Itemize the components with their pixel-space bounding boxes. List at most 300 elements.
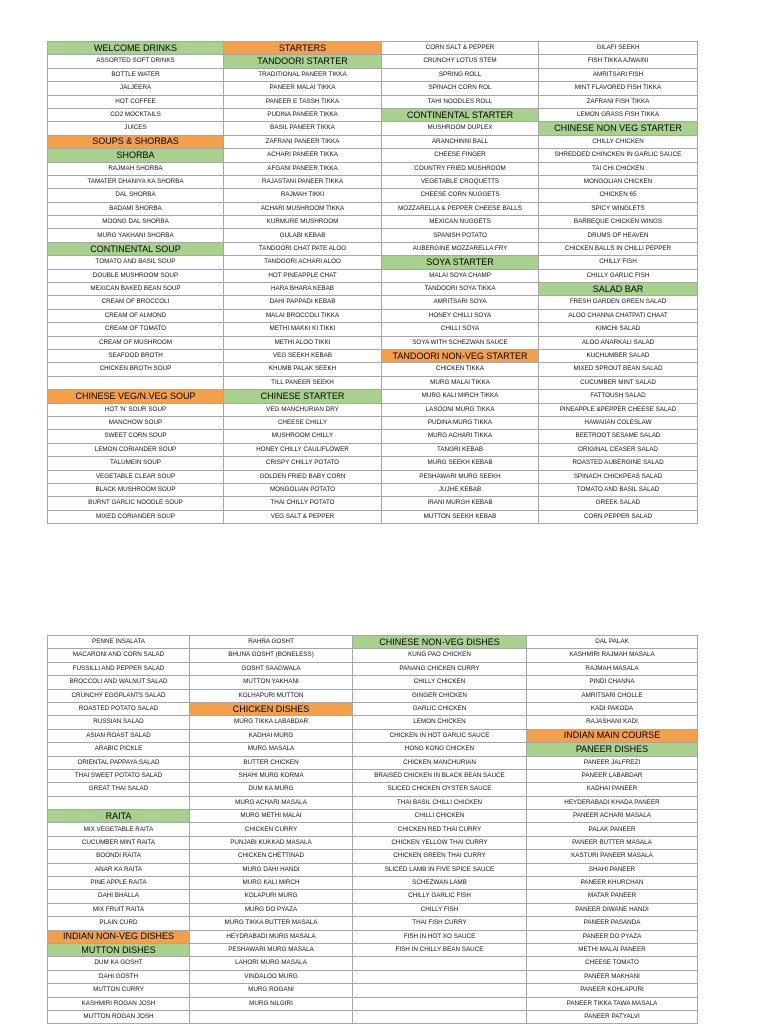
menu-item: CHICKEN IN HOT GARLIC SAUCE xyxy=(353,729,527,742)
menu-item: KUNG PAO CHICKEN xyxy=(353,649,527,662)
menu-item: AMRITSARI CHOLLE xyxy=(527,689,698,702)
menu-item: MUTTON ROGAN JOSH xyxy=(48,1010,190,1023)
menu-item: LEMON GRASS FISH TIKKA xyxy=(539,108,698,121)
menu-item: PANEER PASANDA xyxy=(527,917,698,930)
menu-item: CHEESE TOMATO xyxy=(527,957,698,970)
menu-item: THAI BASIL CHILLI CHICKEN xyxy=(353,796,527,809)
menu-item: KASHMIRI ROGAN JOSH xyxy=(48,997,190,1010)
menu-item: MIXED CORIANDER SOUP xyxy=(48,510,224,523)
menu-item: LAHORI MURG MASALA xyxy=(190,957,353,970)
menu-table-page-2 xyxy=(47,635,698,1024)
menu-item: MURG ROGANI xyxy=(190,984,353,997)
menu-row xyxy=(48,122,698,135)
menu-item: SHAHI MURG KORMA xyxy=(190,769,353,782)
menu-row xyxy=(48,175,698,188)
menu-item: HEYDERABADI KHADA PANEER xyxy=(527,796,698,809)
menu-item xyxy=(353,1010,527,1023)
menu-item: MURG NILGIRI xyxy=(190,997,353,1010)
menu-row xyxy=(48,863,698,876)
menu-item: MURG KALI MIRCH xyxy=(190,877,353,890)
section-header: RAITA xyxy=(48,810,190,823)
menu-item: DAHI GOSTH xyxy=(48,970,190,983)
menu-item: HOT 'N' SOUR SOUP xyxy=(48,403,224,416)
menu-item: HOT COFFEE xyxy=(48,95,224,108)
menu-row xyxy=(48,256,698,269)
menu-item: SPICY WINGLETS xyxy=(539,202,698,215)
menu-item: MUTTON CURRY xyxy=(48,984,190,997)
menu-item: TANDOORI SOYA TIKKA xyxy=(382,283,539,296)
menu-item: CHILLI SOYA xyxy=(382,323,539,336)
section-header: PANEER DISHES xyxy=(527,743,698,756)
menu-row xyxy=(48,457,698,470)
menu-item: TAI CHI CHICKEN xyxy=(539,162,698,175)
menu-item: SCHEZWAN LAMB xyxy=(353,877,527,890)
menu-item: GREEK SALAD xyxy=(539,497,698,510)
menu-row xyxy=(48,189,698,202)
menu-row xyxy=(48,796,698,809)
section-header: CHICKEN DISHES xyxy=(190,702,353,715)
menu-item: GOSHT SAAGWALA xyxy=(190,662,353,675)
menu-item: CHILLY FISH xyxy=(539,256,698,269)
menu-item: RAHRA GOSHT xyxy=(190,636,353,649)
menu-item: ROASTED POTATO SALAD xyxy=(48,702,190,715)
menu-item: ROASTED AUBERGINE SALAD xyxy=(539,457,698,470)
menu-row xyxy=(48,336,698,349)
menu-item: MURG MASALA xyxy=(190,743,353,756)
menu-item: TILL PANEER SEEKH xyxy=(224,376,382,389)
menu-item: CRUNCHY LOTUS STEM xyxy=(382,55,539,68)
menu-row xyxy=(48,1010,698,1023)
menu-item: THAI CHILLY POTATO xyxy=(224,497,382,510)
menu-item: KADI PAKODA xyxy=(527,702,698,715)
menu-item: ALOO CHANNA CHATPATI CHAAT xyxy=(539,309,698,322)
menu-row xyxy=(48,483,698,496)
menu-item: TANGRI KEBAB xyxy=(382,443,539,456)
section-header: TANDOORI NON-VEG STARTER xyxy=(382,349,539,362)
menu-item: PENNE INSALATA xyxy=(48,636,190,649)
menu-item: KASHMIRI RAJMAH MASALA xyxy=(527,649,698,662)
menu-item: DAHI BHALLA xyxy=(48,890,190,903)
menu-item: RAJASTANI PANEER TIKKA xyxy=(224,175,382,188)
menu-item: MIXED SPROUT BEAN SALAD xyxy=(539,363,698,376)
menu-item: CHICKEN BROTH SOUP xyxy=(48,363,224,376)
menu-row xyxy=(48,957,698,970)
menu-item: MIX FRUIT RAITA xyxy=(48,903,190,916)
menu-item: THAI FISH CURRY xyxy=(353,917,527,930)
menu-item: BHUNA GOSHT (BONELESS) xyxy=(190,649,353,662)
menu-row xyxy=(48,216,698,229)
menu-item xyxy=(353,957,527,970)
menu-item: MOZZARELLA & PEPPER CHEESE BALLS xyxy=(382,202,539,215)
menu-item: MONGOLIAN POTATO xyxy=(224,483,382,496)
menu-row xyxy=(48,943,698,956)
section-header: INDIAN MAIN COURSE xyxy=(527,729,698,742)
menu-row xyxy=(48,283,698,296)
menu-row xyxy=(48,930,698,943)
menu-item xyxy=(353,970,527,983)
menu-item: GOLDEN FRIED BABY CORN xyxy=(224,470,382,483)
menu-item: BASIL PANEER TIKKA xyxy=(224,122,382,135)
menu-row xyxy=(48,769,698,782)
menu-item: CREAM OF TOMATO xyxy=(48,323,224,336)
menu-item: BLACK MUSHROOM SOUP xyxy=(48,483,224,496)
section-header: WELCOME DRINKS xyxy=(48,42,224,55)
menu-item: BROCCOLI AND WALNUT SALAD xyxy=(48,676,190,689)
menu-item: CREAM OF MUSHROOM xyxy=(48,336,224,349)
menu-item: SLICED LAMB IN FIVE SPICE SAUCE xyxy=(353,863,527,876)
menu-row xyxy=(48,689,698,702)
menu-item: PINDI CHANNA xyxy=(527,676,698,689)
menu-item: MALAI SOYA CHAMP xyxy=(382,269,539,282)
menu-item: CREAM OF ALMOND xyxy=(48,309,224,322)
menu-row xyxy=(48,810,698,823)
menu-item: DAL SHORBA xyxy=(48,189,224,202)
menu-row xyxy=(48,636,698,649)
menu-item: KUCHUMBER SALAD xyxy=(539,349,698,362)
menu-item: VEG SALT & PEPPER xyxy=(224,510,382,523)
menu-item: PALAK PANEER xyxy=(527,823,698,836)
menu-item: KADHAI PANEER xyxy=(527,783,698,796)
menu-item: ORIENTAL PAPPAYA SALAD xyxy=(48,756,190,769)
menu-item: PANEER KOHLAPURI xyxy=(527,984,698,997)
menu-item: DRUMS OF HEAVEN xyxy=(539,229,698,242)
menu-item: CHILLI CHICKEN xyxy=(353,810,527,823)
menu-item: METHI ALOO TIKKI xyxy=(224,336,382,349)
menu-item: ASIAN ROAST SALAD xyxy=(48,729,190,742)
menu-row xyxy=(48,68,698,81)
menu-item: ORIGINAL CEASER SALAD xyxy=(539,443,698,456)
menu-item: FISH IN CHILLY BEAN SAUCE xyxy=(353,943,527,956)
menu-item: IRANI MURGH KEBAB xyxy=(382,497,539,510)
menu-item: LASOONI MURG TIKKA xyxy=(382,403,539,416)
menu-item: MUTTON YAKHANI xyxy=(190,676,353,689)
menu-row xyxy=(48,756,698,769)
menu-row xyxy=(48,662,698,675)
menu-item: CHILLY CHICKEN xyxy=(539,135,698,148)
menu-item: PINE APPLE RAITA xyxy=(48,877,190,890)
menu-item: SLICED CHICKEN OYSTER SAUCE xyxy=(353,783,527,796)
menu-item: CHILLY GARLIC FISH xyxy=(539,269,698,282)
menu-item: SPINACH CORN ROL xyxy=(382,82,539,95)
menu-item: VEG SEEKH KEBAB xyxy=(224,349,382,362)
menu-row xyxy=(48,984,698,997)
menu-row xyxy=(48,743,698,756)
menu-row xyxy=(48,403,698,416)
menu-row xyxy=(48,390,698,403)
menu-item xyxy=(353,997,527,1010)
section-header: SOYA STARTER xyxy=(382,256,539,269)
menu-item: ZAFRANI FISH TIKKA xyxy=(539,95,698,108)
menu-row xyxy=(48,42,698,55)
menu-item: FATTOUSH SALAD xyxy=(539,390,698,403)
menu-item: VEG MANCHURIAN DRY xyxy=(224,403,382,416)
menu-item: MEXICAN NUGGETS xyxy=(382,216,539,229)
section-header: SOUPS & SHORBAS xyxy=(48,135,224,148)
menu-item: PANEER KHURCHAN xyxy=(527,877,698,890)
menu-item: TALUMEIN SOUP xyxy=(48,457,224,470)
menu-item: MEXICAN BAKED BEAN SOUP xyxy=(48,283,224,296)
menu-row xyxy=(48,729,698,742)
menu-row xyxy=(48,349,698,362)
menu-item: MINT FLAVORED FISH TIKKA xyxy=(539,82,698,95)
menu-item: PLAIN CURD xyxy=(48,917,190,930)
menu-item: DUM KA GOSHT xyxy=(48,957,190,970)
menu-item: KOLAPURI MURG xyxy=(190,890,353,903)
menu-item: SOYA WITH SCHEZWAN SAUCE xyxy=(382,336,539,349)
menu-item: KIMCHI SALAD xyxy=(539,323,698,336)
menu-item: PANEER E TASSH TIKKA xyxy=(224,95,382,108)
menu-item: MACARONI AND CORN SALAD xyxy=(48,649,190,662)
menu-item: MURG TIKKA BUTTER MASALA xyxy=(190,917,353,930)
menu-row xyxy=(48,430,698,443)
menu-item: MURG TIKKA LABABDAR xyxy=(190,716,353,729)
menu-item: PESHAWARI MURG SEEKH xyxy=(382,470,539,483)
menu-item: SHREDDED CHINCKEN IN GARLIC SAUCE xyxy=(539,149,698,162)
menu-item: MUTTON SEEKH KEBAB xyxy=(382,510,539,523)
menu-row xyxy=(48,783,698,796)
menu-row xyxy=(48,676,698,689)
menu-item: CHICKEN 65 xyxy=(539,189,698,202)
menu-item xyxy=(353,984,527,997)
menu-row xyxy=(48,363,698,376)
menu-item: PANEER MAKHANI xyxy=(527,970,698,983)
menu-row xyxy=(48,55,698,68)
menu-item: PANANG CHICKEN CURRY xyxy=(353,662,527,675)
menu-item: METHI MAKKI KI TIKKI xyxy=(224,323,382,336)
menu-item: GARLIC CHICKEN xyxy=(353,702,527,715)
section-header: CHINESE VEG/N.VEG SOUP xyxy=(48,390,224,403)
menu-item: GINGER CHICKEN xyxy=(353,689,527,702)
menu-row xyxy=(48,497,698,510)
menu-item: LEMON CORIANDER SOUP xyxy=(48,443,224,456)
menu-item xyxy=(48,376,224,389)
menu-item: ARABIC PICKLE xyxy=(48,743,190,756)
menu-row xyxy=(48,836,698,849)
menu-item: PANEER JALFREZI xyxy=(527,756,698,769)
section-header: CHINESE STARTER xyxy=(224,390,382,403)
menu-item: COUNTRY FRIED MUSHROOM xyxy=(382,162,539,175)
menu-item: BOONDI RAITA xyxy=(48,850,190,863)
menu-item: MURG YAKHANI SHORBA xyxy=(48,229,224,242)
section-header: STARTERS xyxy=(224,42,382,55)
menu-item: MUSHROOM CHILLY xyxy=(224,430,382,443)
menu-item: CHILLY CHICKEN xyxy=(353,676,527,689)
menu-item: JUICES xyxy=(48,122,224,135)
menu-row xyxy=(48,135,698,148)
menu-item: MOONG DAL SHORBA xyxy=(48,216,224,229)
menu-item: MURG MALAI TIKKA xyxy=(382,376,539,389)
section-header: MUTTON DISHES xyxy=(48,943,190,956)
menu-row xyxy=(48,242,698,255)
menu-item: CREAM OF BROCCOLI xyxy=(48,296,224,309)
menu-item: MIX VEGETABLE RAITA xyxy=(48,823,190,836)
menu-item: ASSORTED SOFT DRINKS xyxy=(48,55,224,68)
menu-item: MONGOLIAN CHICKEN xyxy=(539,175,698,188)
menu-item: DUM KA MURG xyxy=(190,783,353,796)
menu-row xyxy=(48,296,698,309)
menu-item: CUCUMBER MINT SALAD xyxy=(539,376,698,389)
menu-item: CHICKEN YELLOW THAI CURRY xyxy=(353,836,527,849)
menu-item: RAJMAH TIKKI xyxy=(224,189,382,202)
menu-table-page-1 xyxy=(47,41,698,524)
menu-item: HARA BHARA KEBAB xyxy=(224,283,382,296)
menu-item: VEGETABLE CROQUETTS xyxy=(382,175,539,188)
menu-item: MURG ACHARI MASALA xyxy=(190,796,353,809)
menu-row xyxy=(48,108,698,121)
menu-row xyxy=(48,877,698,890)
menu-row xyxy=(48,470,698,483)
menu-item: KURMURE MUSHROOM xyxy=(224,216,382,229)
menu-row xyxy=(48,702,698,715)
menu-item: SPINACH CHICKPEAS SALAD xyxy=(539,470,698,483)
menu-item: GREAT THAI SALAD xyxy=(48,783,190,796)
menu-item: CHEESE FINGER xyxy=(382,149,539,162)
menu-item: TANDOORI CHAT PATE ALOO xyxy=(224,242,382,255)
menu-row xyxy=(48,890,698,903)
menu-item: BADAMI SHORBA xyxy=(48,202,224,215)
menu-item: VINDALOO MURG xyxy=(190,970,353,983)
menu-item: MURG METHI MALAI xyxy=(190,810,353,823)
menu-item: HONG KONG CHICKEN xyxy=(353,743,527,756)
menu-item: CUCUMBER MINT RAITA xyxy=(48,836,190,849)
menu-row xyxy=(48,323,698,336)
menu-row xyxy=(48,82,698,95)
menu-item: CRISPY CHILLY POTATO xyxy=(224,457,382,470)
menu-item: VEGETABLE CLEAR SOUP xyxy=(48,470,224,483)
menu-item: CHICKEN MANCHURIAN xyxy=(353,756,527,769)
menu-item: PANEER BUTTER MASALA xyxy=(527,836,698,849)
menu-item: PANEER TIKKA TAWA MASALA xyxy=(527,997,698,1010)
menu-item: CO2 MOCKTAILS xyxy=(48,108,224,121)
menu-item: HOT PINEAPPLE CHAT xyxy=(224,269,382,282)
menu-item: ACHARI PANEER TIKKA xyxy=(224,149,382,162)
menu-row xyxy=(48,162,698,175)
menu-item: CHILLY GARLIC FISH xyxy=(353,890,527,903)
menu-item: CHICKEN BALLS IN CHILLI PEPPER xyxy=(539,242,698,255)
menu-item: PINEAPPLE &PEPPER CHEESE SALAD xyxy=(539,403,698,416)
menu-item: AUBERGINE MOZZARELLA FRY xyxy=(382,242,539,255)
menu-item: HAWAIIAN COLESLAW xyxy=(539,416,698,429)
menu-item: MUSHROOM DUPLEX xyxy=(382,122,539,135)
menu-item: CHICKEN CURRY xyxy=(190,823,353,836)
menu-item: SPRING ROLL xyxy=(382,68,539,81)
menu-item: JALJEERA xyxy=(48,82,224,95)
menu-item: CHICKEN TIKKA xyxy=(382,363,539,376)
menu-row xyxy=(48,149,698,162)
menu-row xyxy=(48,716,698,729)
section-header: SALAD BAR xyxy=(539,283,698,296)
menu-item: TOMATO AND BASIL SALAD xyxy=(539,483,698,496)
menu-item xyxy=(190,1010,353,1023)
menu-item: BUTTER CHICKEN xyxy=(190,756,353,769)
menu-item: PUDINA MURG TIKKA xyxy=(382,416,539,429)
menu-item: HONEY CHILLI SOYA xyxy=(382,309,539,322)
menu-item: BURNT GARLIC NOODLE SOUP xyxy=(48,497,224,510)
menu-item: GILAFI SEEKH xyxy=(539,42,698,55)
menu-item: PANEER DO PYAZA xyxy=(527,930,698,943)
menu-item: AFGANI PANEER TIKKA xyxy=(224,162,382,175)
menu-item: CORN PEPPER SALAD xyxy=(539,510,698,523)
menu-row xyxy=(48,970,698,983)
menu-item: KHUMB PALAK SEEKH xyxy=(224,363,382,376)
menu-item: LEMON CHICKEN xyxy=(353,716,527,729)
menu-row xyxy=(48,917,698,930)
menu-item xyxy=(48,796,190,809)
menu-item: MURG DO PYAZA xyxy=(190,903,353,916)
section-header: SHORBA xyxy=(48,149,224,162)
menu-item: KADHAI MURG xyxy=(190,729,353,742)
menu-item: RUSSIAN SALAD xyxy=(48,716,190,729)
menu-item: DAL PALAK xyxy=(527,636,698,649)
menu-item: FISH TIKKA AJWAINI xyxy=(539,55,698,68)
menu-row xyxy=(48,269,698,282)
menu-item: FISH IN HOT XO SAUCE xyxy=(353,930,527,943)
menu-item: MURG SEEKH KEBAB xyxy=(382,457,539,470)
menu-item: MURG ACHARI TIKKA xyxy=(382,430,539,443)
menu-item: RAJASHANI KADI xyxy=(527,716,698,729)
menu-item: SEAFOOD BROTH xyxy=(48,349,224,362)
menu-item: PANEER DIWANE HANDI xyxy=(527,903,698,916)
menu-item: PANEER ACHARI MASALA xyxy=(527,810,698,823)
menu-item: PANEER LABABDAR xyxy=(527,769,698,782)
menu-item: CHICKEN RED THAI CURRY xyxy=(353,823,527,836)
menu-item: RAJMAH SHORBA xyxy=(48,162,224,175)
menu-item: CHICKEN GREEN THAI CURRY xyxy=(353,850,527,863)
menu-row xyxy=(48,903,698,916)
menu-item: TRADITIONAL PANEER TIKKA xyxy=(224,68,382,81)
menu-item: TAMATER DHANIYA KA SHORBA xyxy=(48,175,224,188)
menu-item: RAJMAH MASALA xyxy=(527,662,698,675)
menu-item: KOLHAPURI MUTTON xyxy=(190,689,353,702)
menu-item: CHEESE CHILLY xyxy=(224,416,382,429)
menu-item: BARBEQUE CHICKEN WINGS xyxy=(539,216,698,229)
menu-item: CHILLY FISH xyxy=(353,903,527,916)
menu-row xyxy=(48,443,698,456)
menu-row xyxy=(48,95,698,108)
section-header: TANDOORI STARTER xyxy=(224,55,382,68)
menu-row xyxy=(48,997,698,1010)
menu-item: FUSSILLI AND PEPPER SALAD xyxy=(48,662,190,675)
menu-row xyxy=(48,202,698,215)
menu-item: SHAHI PANEER xyxy=(527,863,698,876)
menu-item: ALOO ANARKALI SALAD xyxy=(539,336,698,349)
menu-row xyxy=(48,850,698,863)
menu-row xyxy=(48,510,698,523)
menu-item: PESHAWARI MURG MASALA xyxy=(190,943,353,956)
menu-item: MURG DAHI HANDI xyxy=(190,863,353,876)
menu-row xyxy=(48,309,698,322)
menu-item: CRUNCHY EGGPLANTS SALAD xyxy=(48,689,190,702)
menu-item: DOUBLE MUSHROOM SOUP xyxy=(48,269,224,282)
menu-row xyxy=(48,823,698,836)
menu-item: PANEER PATYALVI xyxy=(527,1010,698,1023)
menu-item: MALAI BROCCOLI TIKKA xyxy=(224,309,382,322)
menu-item: BOTTLE WATER xyxy=(48,68,224,81)
menu-row xyxy=(48,376,698,389)
menu-item: TANDOORI ACHARI ALOO xyxy=(224,256,382,269)
menu-item: MURG KALI MIRCH TIKKA xyxy=(382,390,539,403)
menu-item: ARANCHINNI BALL xyxy=(382,135,539,148)
menu-item: AMRITSARI SOYA xyxy=(382,296,539,309)
menu-item: ZAFRANI PANEER TIKKA xyxy=(224,135,382,148)
menu-item: SWEET CORN SOUP xyxy=(48,430,224,443)
menu-item: THAI SWEET POTATO SALAD xyxy=(48,769,190,782)
menu-item: MANCHOW SOUP xyxy=(48,416,224,429)
section-header: CHINESE NON-VEG DISHES xyxy=(353,636,527,649)
menu-row xyxy=(48,416,698,429)
menu-item: METHI MALAI PANEER xyxy=(527,943,698,956)
menu-item: GULABI KEBAB xyxy=(224,229,382,242)
